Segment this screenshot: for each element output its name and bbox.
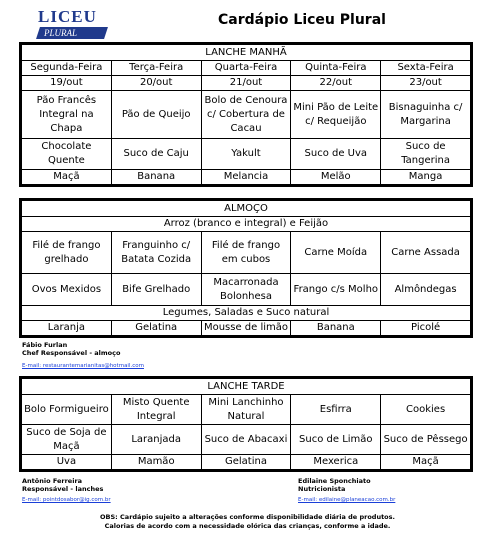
menu-item: Carne Assada	[381, 232, 471, 274]
menu-item: Frango c/s Molho	[291, 274, 381, 306]
menu-item: Almôndegas	[381, 274, 471, 306]
day-header: Segunda-Feira	[22, 61, 112, 76]
signature-name: Antônio Ferreira	[22, 477, 83, 485]
menu-item: Bisnaguinha c/ Margarina	[381, 91, 471, 139]
menu-item: Pão Francês Integral na Chapa	[22, 91, 112, 139]
menu-item: Bolo de Cenoura c/ Cobertura de Cacau	[201, 91, 291, 139]
day-header: Quarta-Feira	[201, 61, 291, 76]
fruit-cell: Banana	[111, 170, 201, 185]
menu-item: Filé de frango grelhado	[22, 232, 112, 274]
menu-item: Suco de Soja de Maçã	[22, 425, 112, 455]
menu-item: Yakult	[201, 139, 291, 170]
dessert-cell: Mousse de limão	[201, 321, 291, 336]
date-cell: 20/out	[111, 76, 201, 91]
menu-item: Pão de Queijo	[111, 91, 201, 139]
fruit-cell: Maçã	[381, 455, 471, 470]
menu-item: Suco de Abacaxi	[201, 425, 291, 455]
day-header: Terça-Feira	[111, 61, 201, 76]
fruit-cell: Uva	[22, 455, 112, 470]
section-title: LANCHE TARDE	[22, 379, 471, 395]
observations-note	[0, 513, 495, 531]
dessert-cell: Gelatina	[111, 321, 201, 336]
dessert-cell: Banana	[291, 321, 381, 336]
day-header: Quinta-Feira	[291, 61, 381, 76]
menu-item: Mini Pão de Leite c/ Requeijão	[291, 91, 381, 139]
lanche-manha-section	[19, 42, 473, 187]
dessert-cell: Picolé	[381, 321, 471, 336]
fruit-cell: Maçã	[22, 170, 112, 185]
obs-line: OBS: Cardápio sujeito a alterações conforme disponibilidade diária de produtos.	[100, 513, 395, 521]
menu-item: Cookies	[381, 395, 471, 425]
fruit-cell: Mamão	[111, 455, 201, 470]
menu-item: Misto Quente Integral	[111, 395, 201, 425]
menu-item: Suco de Caju	[111, 139, 201, 170]
signature-name: Fábio Furlan	[22, 341, 68, 349]
section-title: LANCHE MANHÃ	[22, 45, 471, 61]
signature-email-link[interactable]: E-mail: pointdosabor@ig.com.br	[22, 497, 111, 503]
date-cell: 21/out	[201, 76, 291, 91]
menu-item: Esfirra	[291, 395, 381, 425]
signature-name: Edilaine Sponchiato	[298, 477, 371, 485]
menu-item: Suco de Limão	[291, 425, 381, 455]
signature-role: Responsável - lanches	[22, 485, 104, 493]
menu-item: Bife Grelhado	[111, 274, 201, 306]
menu-item: Macarronada Bolonhesa	[201, 274, 291, 306]
menu-item: Chocolate Quente	[22, 139, 112, 170]
menu-item: Suco de Pêssego	[381, 425, 471, 455]
date-cell: 23/out	[381, 76, 471, 91]
signature-role: Chef Responsável - almoço	[22, 349, 121, 357]
logo-sub: PLURAL	[44, 28, 78, 38]
day-header: Sexta-Feira	[381, 61, 471, 76]
signature-tarde	[22, 477, 111, 504]
almoco-extras: Legumes, Saladas e Suco natural	[22, 306, 471, 321]
logo-name: LICEU	[38, 7, 97, 26]
fruit-cell: Mexerica	[291, 455, 381, 470]
menu-item: Bolo Formigueiro	[22, 395, 112, 425]
menu-item: Suco de Uva	[291, 139, 381, 170]
menu-item: Filé de frango em cubos	[201, 232, 291, 274]
fruit-cell: Gelatina	[201, 455, 291, 470]
signature-email-link[interactable]: E-mail: edilaine@planeacao.com.br	[298, 497, 396, 503]
fruit-cell: Melancia	[201, 170, 291, 185]
date-cell: 22/out	[291, 76, 381, 91]
menu-item: Ovos Mexidos	[22, 274, 112, 306]
signature-almoco	[22, 341, 144, 370]
fruit-cell: Manga	[381, 170, 471, 185]
menu-item: Mini Lanchinho Natural	[201, 395, 291, 425]
date-cell: 19/out	[22, 76, 112, 91]
menu-item: Suco de Tangerina	[381, 139, 471, 170]
menu-item: Carne Moída	[291, 232, 381, 274]
page-title: Cardápio Liceu Plural	[218, 12, 386, 28]
signature-role: Nutricionista	[298, 485, 346, 493]
dessert-cell: Laranja	[22, 321, 112, 336]
school-logo	[38, 8, 110, 42]
almoco-section	[19, 198, 473, 338]
signature-nutricionista	[298, 477, 395, 504]
fruit-cell: Melão	[291, 170, 381, 185]
menu-item: Laranjada	[111, 425, 201, 455]
obs-line: Calorias de acordo com a necessidade olórica das crianças, conforme a idade.	[104, 522, 391, 530]
signature-email-link[interactable]: E-mail: restaurantemarianitas@hotmail.com	[22, 363, 144, 369]
lanche-tarde-section	[19, 376, 473, 472]
section-title: ALMOÇO	[22, 201, 471, 217]
menu-item: Franguinho c/ Batata Cozida	[111, 232, 201, 274]
almoco-base: Arroz (branco e integral) e Feijão	[22, 217, 471, 232]
